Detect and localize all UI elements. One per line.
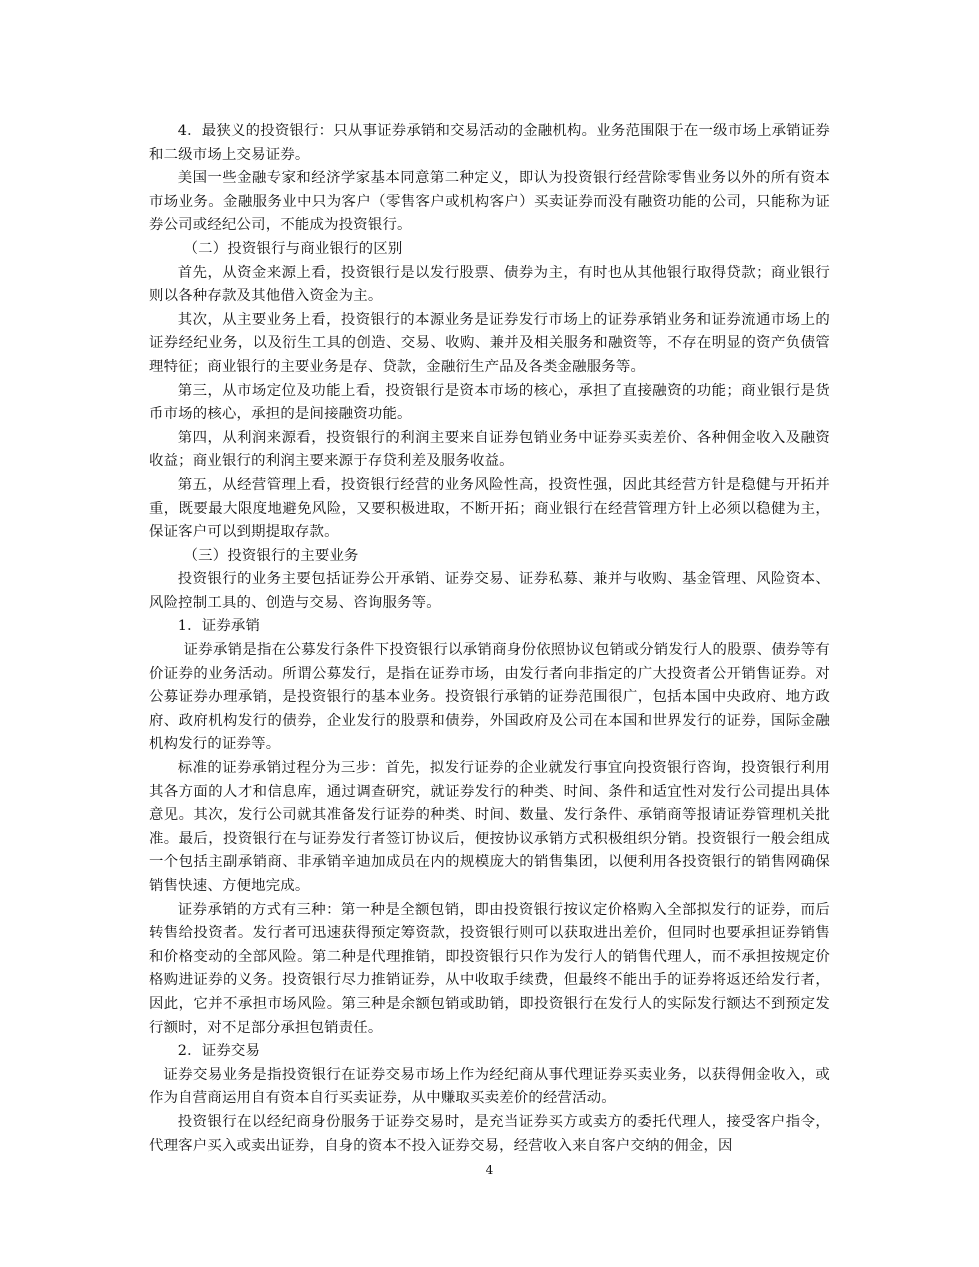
page-number: 4: [485, 1163, 494, 1177]
subheading-securities-trading: 2．证券交易: [177, 1043, 261, 1060]
paragraph-main-business: 其次，从主要业务上看，投资银行的本源业务是证券发行市场上的证券承销业务和证券流通市场上的证券经纪业务，以及衍生工具的创造、交易、收购、兼并及相关服务和融资等，不存在明显的资产负债管理特征；商业银行的主要业务是存、贷款，金融衍生产品及各类金融服务等。: [149, 311, 830, 375]
paragraph-market-position: 第三，从市场定位及功能上看，投资银行是资本市场的核心，承担了直接融资的功能；商业银行是货币市场的核心，承担的是间接融资功能。: [149, 382, 830, 423]
paragraph-underwriting-process: 标准的证券承销过程分为三步：首先，拟发行证券的企业就发行事宜向投资银行咨询，投资银行利用其各方面的人才和信息库，通过调查研究，就证券发行的种类、时间、条件和适宜性对发行公司提出具体意见。其次，发行公司就其准备发行证券的种类、时间、数量、发行条件、承销商等报请证券管理机关批准。最后，投资银行在与证券发行者签订协议后，便按协议承销方式积极组织分销。投资银行一般会组成一个包括主副承销商、非承销辛迪加成员在内的规模庞大的销售集团，以便利用各投资银行的销售网确保销售快速、方便地完成。: [149, 760, 830, 894]
section-heading-differences: （二）投资银行与商业银行的区别: [183, 240, 403, 257]
paragraph-us-experts: 美国一些金融专家和经济学家基本同意第二种定义，即认为投资银行经营除零售业务以外的所有资本市场业务。金融服务业中只为客户（零售客户或机构客户）买卖证券而没有融资功能的公司，只能称为证券公司或经纪公司，不能成为投资银行。: [149, 170, 830, 234]
paragraph-business-list: 投资银行的业务主要包括证券公开承销、证券交易、证券私募、兼并与收购、基金管理、风险资本、风险控制工具的、创造与交易、咨询服务等。: [149, 571, 830, 611]
paragraph-profit-source: 第四，从利润来源看，投资银行的利润主要来自证券包销业务中证券买卖差价、各种佣金收入及融资收益；商业银行的利润主要来源于存贷利差及服务收益。: [149, 429, 830, 470]
paragraph-funding-source: 首先，从资金来源上看，投资银行是以发行股票、债券为主，有时也从其他银行取得贷款；商业银行则以各种存款及其他借入资金为主。: [149, 264, 830, 305]
paragraph-trading-definition: 证券交易业务是指投资银行在证券交易市场上作为经纪商从事代理证券买卖业务，以获得佣金收入，或作为自营商运用自有资本自行买卖证券，从中赚取买卖差价的经营活动。: [149, 1066, 830, 1107]
paragraph-broker-role: 投资银行在以经纪商身份服务于证券交易时，是充当证券买方或卖方的委托代理人，接受客户指令，代理客户买入或卖出证券，自身的资本不投入证券交易，经营收入来自客户交纳的佣金，因: [149, 1113, 830, 1154]
paragraph-underwriting-definition: 证券承销是指在公募发行条件下投资银行以承销商身份依照协议包销或分销发行人的股票、债券等有价证券的业务活动。所谓公募发行，是指在证券市场，由发行者向非指定的广大投资者公开销售证券。对公募证券办理承销，是投资银行的基本业务。投资银行承销的证券范围很广，包括本国中央政府、地方政府、政府机构发行的债券，企业发行的股票和债券，外国政府及公司在本国和世界发行的证券，国际金融机构发行的证券等。: [149, 642, 830, 753]
paragraph-management: 第五，从经营管理上看，投资银行经营的业务风险性高，投资性强，因此其经营方针是稳健与开拓并重，既要最大限度地避免风险，又要积极进取，不断开拓；商业银行在经营管理方针上必须以稳健为主，保证客户可以到期提取存款。: [149, 476, 830, 541]
subheading-underwriting: 1．证券承销: [177, 618, 261, 635]
paragraph-narrowest-definition: 4．最狭义的投资银行：只从事证券承销和交易活动的金融机构。业务范围限于在一级市场上承销证券和二级市场上交易证券。: [149, 123, 830, 163]
paragraph-underwriting-methods: 证券承销的方式有三种：第一种是全额包销，即由投资银行按议定价格购入全部拟发行的证券，而后转售给投资者。发行者可迅速获得预定筹资款，投资银行则可以获取进出差价，但同时也要承担证券销售和价格变动的全部风险。第二种是代理推销，即投资银行只作为发行人的销售代理人，而不承担按规定价格购进证券的义务。投资银行尽力推销证券，从中收取手续费，但最终不能出手的证券将返还给发行者，因此，它并不承担市场风险。第三种是余额包销或助销，即投资银行在发行人的实际发行额达不到预定发行额时，对不足部分承担包销责任。: [149, 901, 830, 1036]
page-body: [149, 120, 830, 1158]
section-heading-main-business: （三）投资银行的主要业务: [183, 547, 359, 564]
